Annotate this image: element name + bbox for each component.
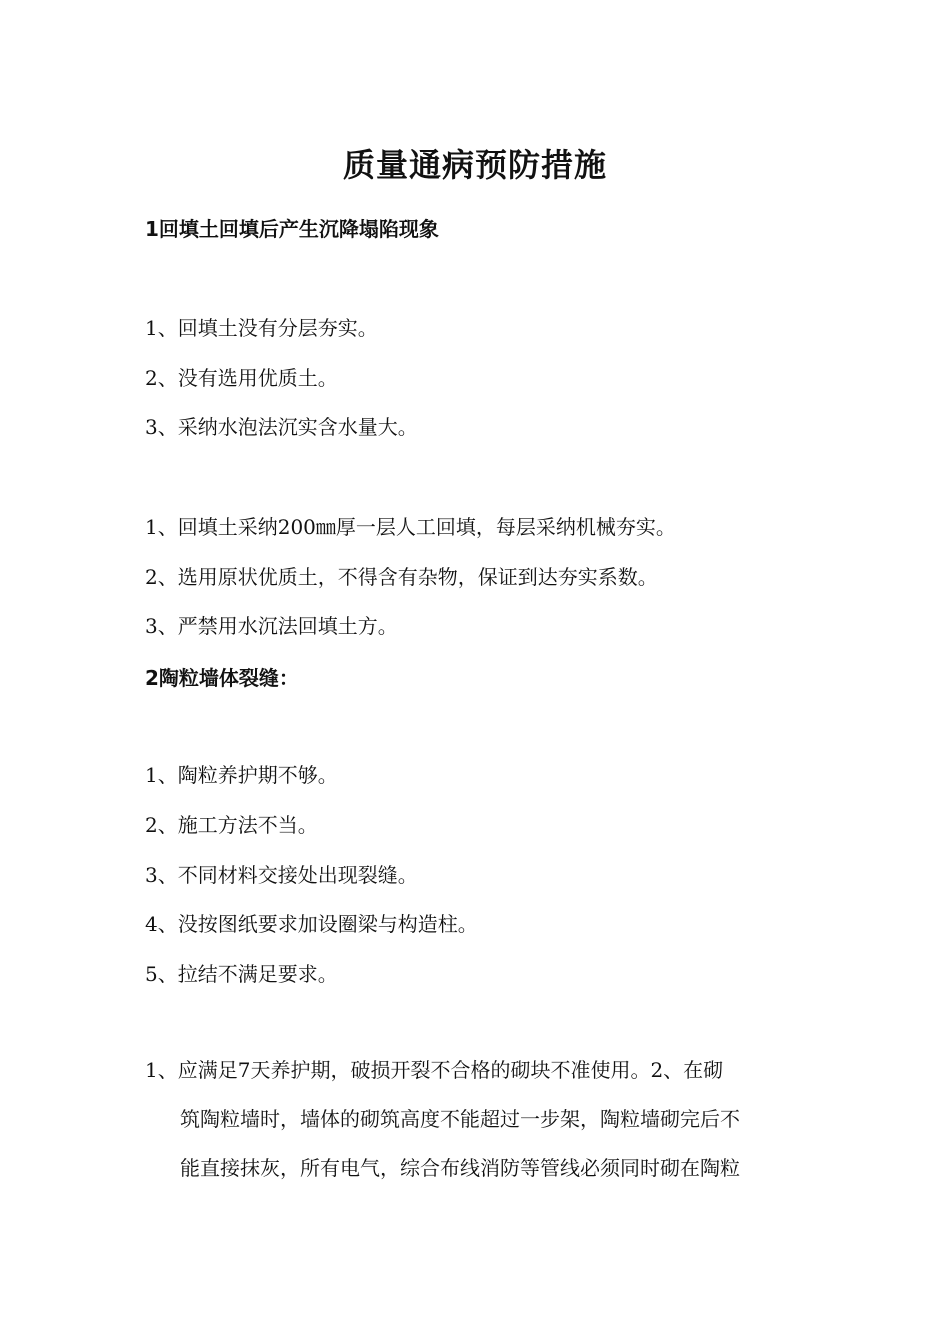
section-2-cause-3: 3、不同材料交接处出现裂缝。 bbox=[145, 863, 418, 887]
section-1-cause-2: 2、没有选用优质土。 bbox=[145, 366, 338, 390]
section-2-heading: 2陶粒墙体裂缝： bbox=[145, 666, 299, 690]
section-1-heading: 1回填土回填后产生沉降塌陷现象 bbox=[145, 217, 439, 241]
section-1-cause-3: 3、采纳水泡法沉实含水量大。 bbox=[145, 415, 418, 439]
paragraph-line: 能直接抹灰，所有电气，综合布线消防等管线必须同时砌在陶粒 bbox=[180, 1156, 740, 1180]
section-2-cause-2: 2、施工方法不当。 bbox=[145, 813, 318, 837]
section-1-measure-3: 3、严禁用水沉法回填土方。 bbox=[145, 614, 398, 638]
section-2-cause-1: 1、陶粒养护期不够。 bbox=[145, 763, 338, 787]
section-2-cause-5: 5、拉结不满足要求。 bbox=[145, 962, 338, 986]
section-1-measure-1: 1、回填土采纳200㎜厚一层人工回填，每层采纳机械夯实。 bbox=[145, 515, 676, 539]
section-1-measure-2: 2、选用原状优质土，不得含有杂物，保证到达夯实系数。 bbox=[145, 565, 658, 589]
page-title: 质量通病预防措施 bbox=[342, 146, 607, 184]
paragraph-line: 筑陶粒墙时，墙体的砌筑高度不能超过一步架，陶粒墙砌完后不 bbox=[180, 1107, 740, 1131]
section-2-cause-4: 4、没按图纸要求加设圈梁与构造柱。 bbox=[145, 912, 478, 936]
paragraph-line: 1、应满足7天养护期，破损开裂不合格的砌块不准使用。2、在砌 bbox=[145, 1058, 724, 1082]
section-2-measures-paragraph bbox=[145, 1046, 815, 1193]
section-1-cause-1: 1、回填土没有分层夯实。 bbox=[145, 316, 378, 340]
